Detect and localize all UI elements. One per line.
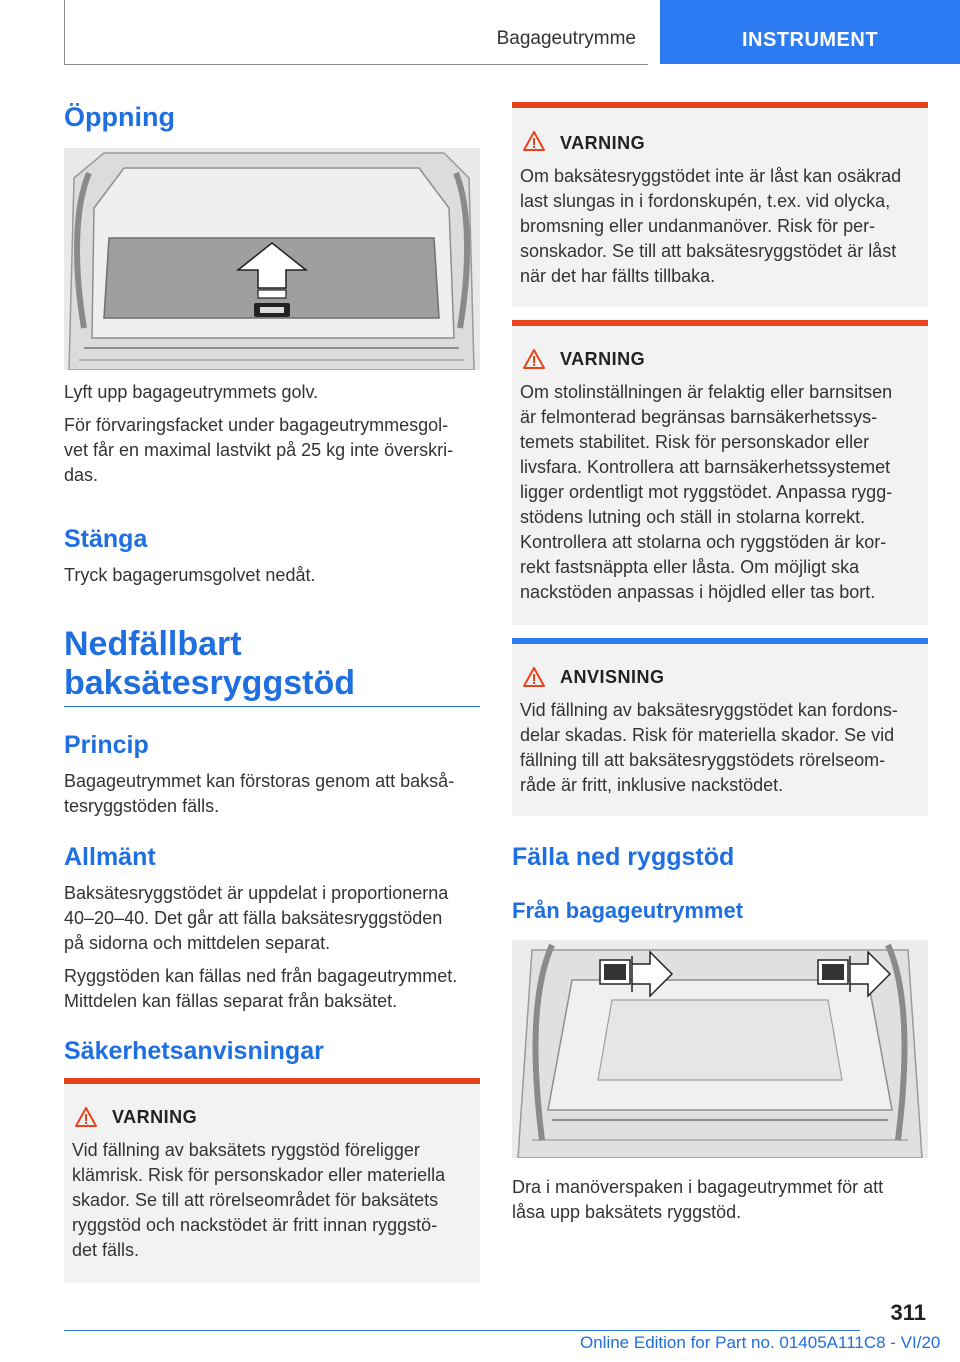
trunk-release-illustration [512,940,928,1158]
warning-bar [64,1078,480,1084]
footer-edition[interactable]: Online Edition for Part no. 01405A111C8 - VI/20 [580,1333,941,1352]
warning-bar [512,102,928,108]
warning-text-line5: när det har fällts tillbaka. [520,266,716,286]
warning-box-klamrisk [64,1078,480,1283]
heading-stanga: Stänga [64,525,148,553]
warning-text-line8: rekt fastsnäppta eller låsta. Om möjligt ska [520,557,860,577]
footer-divider [64,1330,860,1331]
warning-text-line1: Om stolinställningen är felaktig eller barnsitsen [520,382,893,402]
warning-text-line3: bromsning eller undanmanöver. Risk för per- [520,216,876,236]
note-text-line1: Vid fällning av baksätesryggstödet kan fordons- [520,700,898,720]
warning-bar [512,320,928,326]
text-dra-line2: låsa upp baksätets ryggstöd. [512,1202,742,1222]
text-allmant2-line1: Ryggstöden kan fällas ned från bagageutrymmet. [64,966,458,986]
warning-text-line4: livsfara. Kontrollera att barnsäkerhetssystemet [520,457,891,477]
warning-title: VARNING [112,1107,198,1127]
section-divider [64,706,480,707]
header-chapter-tab[interactable]: INSTRUMENT [660,0,960,64]
note-box-anvisning [512,638,928,816]
text-tryck: Tryck bagagerumsgolvet nedåt. [64,565,316,585]
text-allmant1-line3: på sidorna och mittdelen separat. [64,933,331,953]
trunk-floor-drawing [64,148,480,370]
text-allmant2-line2: Mittdelen kan fällas separat från baksätet. [64,991,398,1011]
heading-fran-bagageutrymmet: Från bagageutrymmet [512,898,744,923]
warning-text-line2: är felmonterad begränsas barnsäkerhetssys- [520,407,878,427]
warning-title: VARNING [560,133,646,153]
heading-oppning: Öppning [64,102,175,132]
text-dra-line1: Dra i manöverspaken i bagageutrymmet för att [512,1177,884,1197]
text-allmant1-line1: Baksätesryggstödet är uppdelat i proportionerna [64,883,449,903]
heading-falla-ned: Fälla ned ryggstöd [512,843,735,871]
warning-text-line4: sonskador. Se till att baksätesryggstödet är låst [520,241,897,261]
text-lyft-upp: Lyft upp bagageutrymmets golv. [64,382,319,402]
heading-nedfallbart-line2: baksätesryggstöd [64,664,355,702]
text-forvaringsfack-line1: För förvaringsfacket under bagageutrymmesgol- [64,415,449,435]
warning-box-last [512,102,928,307]
trunk-release-drawing [512,940,928,1158]
warning-text-line2: last slungas in i fordonskupén, t.ex. vid olycka, [520,191,891,211]
warning-text-line1: Vid fällning av baksätets ryggstöd föreligger [72,1140,420,1160]
heading-allmant: Allmänt [64,843,156,871]
warning-text-line1: Om baksätesryggstödet inte är låst kan osäkrad [520,166,902,186]
text-forvaringsfack-line3: das. [64,465,99,485]
warning-text-line6: stödens lutning och ställ in stolarna korrekt. [520,507,866,527]
header-divider-bottom [64,64,648,65]
heading-princip: Princip [64,731,149,759]
text-princip-line2: tesryggstöden fälls. [64,796,220,816]
warning-text-line4: ryggstöd och nackstödet är fritt innan ryggstö- [72,1215,438,1235]
warning-text-line2: klämrisk. Risk för personskador eller materiella [72,1165,446,1185]
note-text-line2: delar skadas. Risk för materiella skador. Se vid [520,725,895,745]
warning-text-line3: temets stabilitet. Risk för personskador eller [520,432,870,452]
text-forvaringsfack-line2: vet får en maximal lastvikt på 25 kg inte överskri- [64,440,454,460]
warning-triangle-icon [522,130,546,152]
heading-nedfallbart-line1: Nedfällbart [64,625,242,663]
warning-title: VARNING [560,349,646,369]
warning-text-line9: nackstöden anpassas i höjdled eller tas bort. [520,582,876,602]
warning-triangle-icon [522,348,546,370]
warning-box-barnsits [512,320,928,625]
heading-sakerhetsanvisningar: Säkerhetsanvisningar [64,1037,324,1065]
note-text-line4: råde är fritt, inklusive nackstödet. [520,775,784,795]
note-title: ANVISNING [560,667,665,687]
note-text-line3: fällning till att baksätesryggstödets rörelseom- [520,750,886,770]
note-bar [512,638,928,644]
warning-text-line5: ligger ordentligt mot ryggstödet. Anpassa rygg- [520,482,893,502]
trunk-floor-illustration [64,148,480,370]
header-section-title: Bagageutrymme [496,28,636,49]
warning-triangle-icon [74,1106,98,1128]
warning-text-line3: skador. Se till att rörelseområdet för baksätets [72,1190,439,1210]
text-princip-line1: Bagageutrymmet kan förstoras genom att bakså- [64,771,455,791]
page-number: 311 [890,1300,926,1325]
text-allmant1-line2: 40–20–40. Det går att fälla baksätesryggstöden [64,908,443,928]
warning-text-line5: det fälls. [72,1240,140,1260]
caution-triangle-icon [522,666,546,688]
warning-text-line7: Kontrollera att stolarna och ryggstöden är kor- [520,532,887,552]
